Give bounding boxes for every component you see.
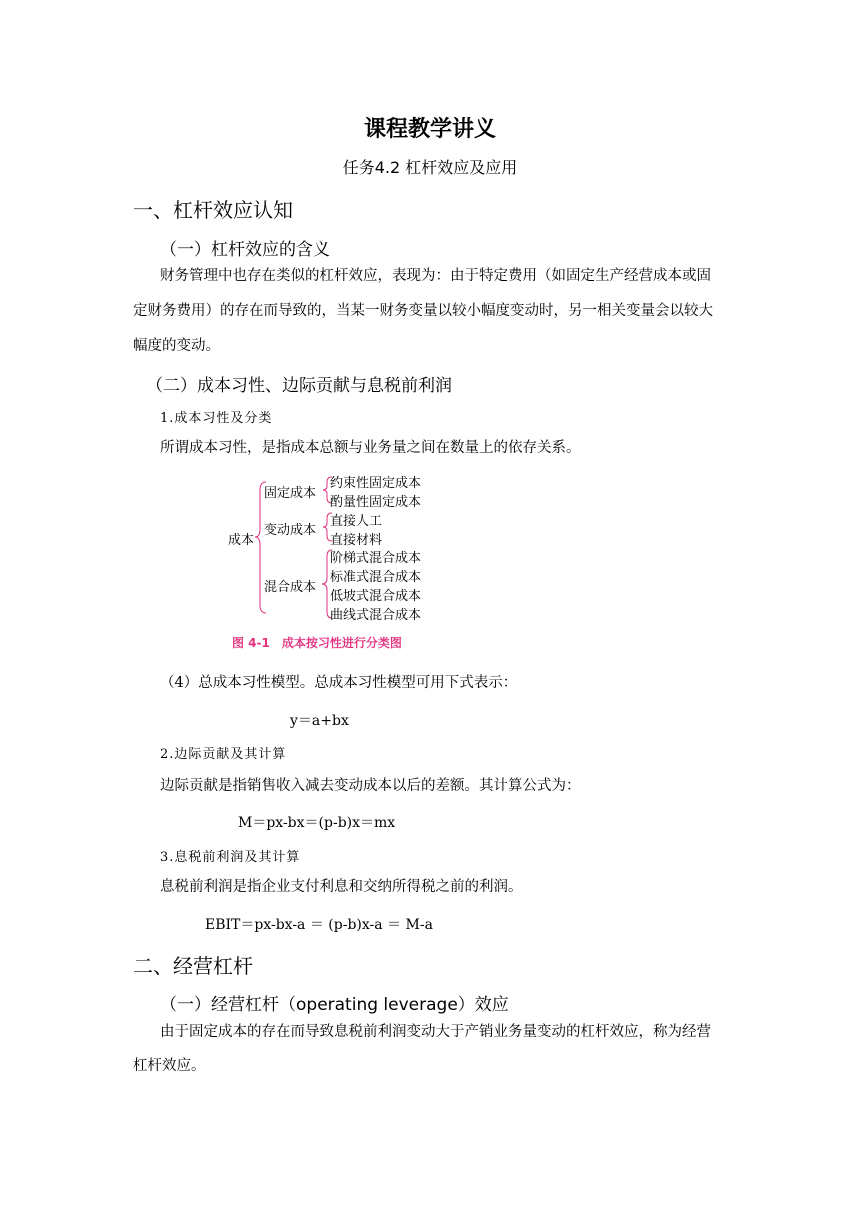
section2-sub1-heading: （一）经营杠杆（operating leverage）效应 bbox=[160, 995, 509, 1015]
diagram-root: 成本 bbox=[228, 533, 255, 548]
section1-sub1-heading: （一）杠杆效应的含义 bbox=[160, 240, 330, 260]
diagram-leaf: 低坡式混合成本 bbox=[330, 589, 422, 604]
item3-label: 3.息税前利润及其计算 bbox=[160, 850, 301, 865]
diagram-group-mixed: 混合成本 bbox=[264, 580, 317, 595]
diagram-leaf: 约束性固定成本 bbox=[330, 476, 422, 491]
section2-sub1-line2: 杠杆效应。 bbox=[133, 1058, 206, 1074]
item2-formula: M＝px-bx＝(p-b)x＝mx bbox=[238, 815, 396, 831]
section1-sub1-line1: 财务管理中也存在类似的杠杆效应，表现为：由于特定费用（如固定生产经营成本或固 bbox=[160, 268, 711, 284]
diagram-leaf: 酌量性固定成本 bbox=[330, 495, 422, 510]
section1-sub1-line2: 定财务费用）的存在而导致的，当某一财务变量以较小幅度变动时，另一相关变量会以较大 bbox=[133, 303, 713, 319]
item1-text: 所谓成本习性，是指成本总额与业务量之间在数量上的依存关系。 bbox=[160, 440, 581, 456]
item3-text: 息税前利润是指企业支付利息和交纳所得税之前的利润。 bbox=[160, 879, 523, 895]
item4-formula: y＝a+bx bbox=[290, 713, 349, 729]
diagram-leaf: 阶梯式混合成本 bbox=[330, 551, 422, 566]
diagram-leaf: 曲线式混合成本 bbox=[330, 608, 422, 623]
diagram-group-fixed: 固定成本 bbox=[264, 486, 317, 501]
diagram-group-variable: 变动成本 bbox=[264, 523, 317, 538]
section1-sub1-line3: 幅度的变动。 bbox=[133, 338, 220, 354]
item4-text: （4）总成本习性模型。总成本习性模型可用下式表示： bbox=[160, 675, 518, 691]
figure-caption: 图 4-1 成本按习性进行分类图 bbox=[232, 636, 402, 650]
document-title: 课程教学讲义 bbox=[363, 117, 496, 142]
diagram-leaf: 标准式混合成本 bbox=[330, 570, 422, 585]
section1-heading: 一、杠杆效应认知 bbox=[133, 198, 293, 222]
item2-text: 边际贡献是指销售收入减去变动成本以后的差额。其计算公式为： bbox=[160, 778, 581, 794]
document-subtitle: 任务4.2 杠杆效应及应用 bbox=[342, 158, 518, 177]
item2-label: 2.边际贡献及其计算 bbox=[160, 747, 287, 762]
section2-sub1-line1: 由于固定成本的存在而导致息税前利润变动大于产销业务量变动的杠杆效应，称为经营 bbox=[160, 1024, 711, 1040]
diagram-leaf: 直接人工 bbox=[330, 514, 383, 529]
section2-heading: 二、经营杠杆 bbox=[133, 954, 253, 978]
section1-sub2-heading: （二）成本习性、边际贡献与息税前利润 bbox=[146, 376, 452, 396]
item3-formula: EBIT＝px-bx-a ＝ (p-b)x-a ＝ M-a bbox=[205, 917, 433, 933]
item1-label: 1.成本习性及分类 bbox=[160, 411, 273, 426]
diagram-leaf: 直接材料 bbox=[330, 533, 383, 548]
